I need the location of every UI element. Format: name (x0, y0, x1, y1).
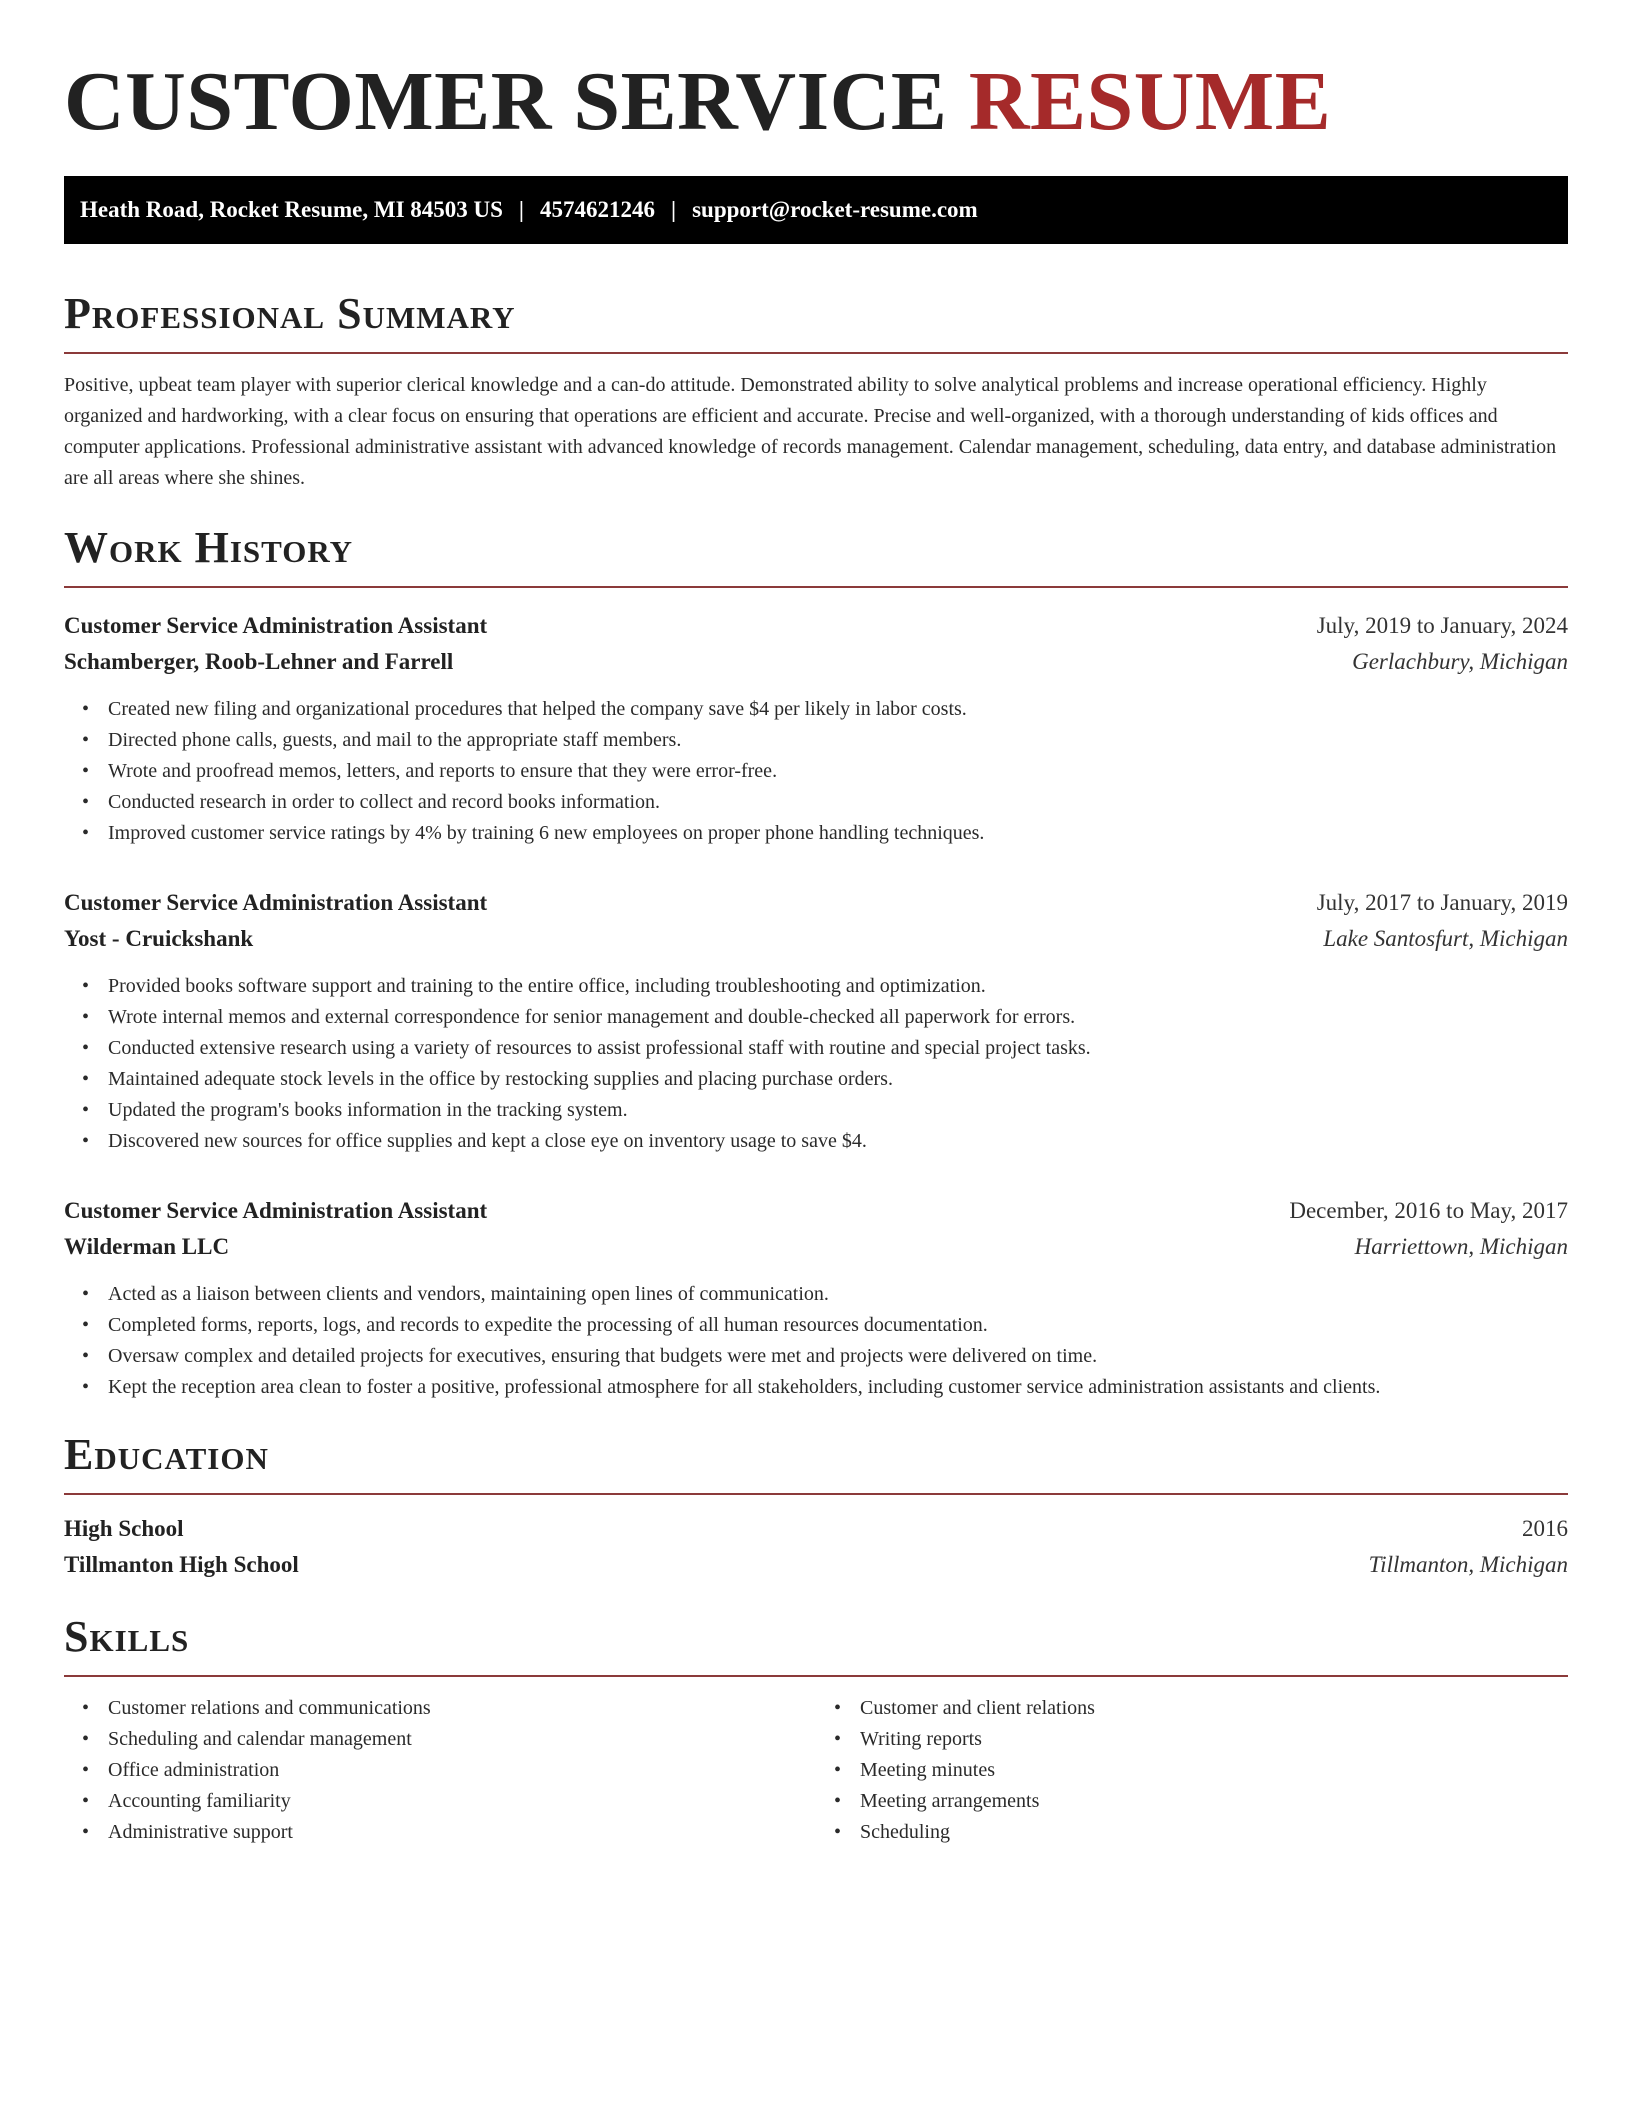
job-title: Customer Service Administration Assistant (64, 890, 488, 915)
skills-list-left (64, 1693, 816, 1848)
education-degree: High School (64, 1516, 184, 1541)
job-entry (64, 885, 1568, 1157)
job-company-row (64, 921, 1568, 957)
list-item: • Customer and client relations (860, 1693, 1568, 1724)
section-divider (64, 1675, 1568, 1677)
job-dates: July, 2019 to January, 2024 (1316, 613, 1568, 638)
job-header-row (64, 885, 1568, 921)
list-item: • Scheduling and calendar management (108, 1724, 816, 1755)
contact-email[interactable]: support@rocket-resume.com (692, 197, 978, 222)
job-company-row (64, 1229, 1568, 1265)
job-company: Schamberger, Roob-Lehner and Farrell (64, 649, 454, 674)
contact-separator: | (671, 197, 677, 222)
work-history-section (64, 520, 1568, 1403)
list-item: • Created new filing and organizational procedures that helped the company save $4 per likely in labor costs. (108, 694, 1568, 725)
list-item: • Completed forms, reports, logs, and records to expedite the processing of all human resources documentation. (108, 1310, 1568, 1341)
job-header-row (64, 1193, 1568, 1229)
job-bullets (64, 1279, 1568, 1403)
job-dates: December, 2016 to May, 2017 (1289, 1198, 1568, 1223)
section-heading-summary: Professional Summary (64, 289, 516, 338)
list-item: • Administrative support (108, 1817, 816, 1848)
list-item: • Maintained adequate stock levels in the office by restocking supplies and placing purchase orders. (108, 1064, 1568, 1095)
section-divider (64, 352, 1568, 354)
education-school: Tillmanton High School (64, 1552, 299, 1577)
list-item: • Meeting arrangements (860, 1786, 1568, 1817)
title-accent: RESUME (968, 55, 1332, 148)
contact-phone[interactable]: 4574621246 (540, 197, 655, 222)
job-header-row (64, 608, 1568, 644)
job-entry (64, 608, 1568, 849)
contact-separator: | (518, 197, 524, 222)
job-company: Wilderman LLC (64, 1234, 230, 1259)
education-degree-row (64, 1511, 1568, 1547)
skills-grid (64, 1693, 1568, 1848)
section-heading-education: Education (64, 1430, 269, 1479)
resume-title (64, 0, 1568, 150)
skills-section (64, 1609, 1568, 1848)
job-location: Harriettown, Michigan (1354, 1234, 1568, 1259)
job-company-row (64, 644, 1568, 680)
job-location: Gerlachbury, Michigan (1352, 649, 1568, 674)
list-item: • Updated the program's books information in the tracking system. (108, 1095, 1568, 1126)
list-item: • Meeting minutes (860, 1755, 1568, 1786)
skills-list-right (816, 1693, 1568, 1848)
education-school-row (64, 1547, 1568, 1583)
list-item: • Wrote and proofread memos, letters, and reports to ensure that they were error-free. (108, 756, 1568, 787)
list-item: • Scheduling (860, 1817, 1568, 1848)
section-heading-work-history: Work History (64, 523, 354, 572)
section-divider (64, 1493, 1568, 1495)
list-item: • Accounting familiarity (108, 1786, 816, 1817)
job-title: Customer Service Administration Assistant (64, 1198, 488, 1223)
list-item: • Improved customer service ratings by 4% by training 6 new employees on proper phone handling techniques. (108, 818, 1568, 849)
education-year: 2016 (1522, 1516, 1568, 1541)
job-entry (64, 1193, 1568, 1403)
list-item: • Acted as a liaison between clients and vendors, maintaining open lines of communication. (108, 1279, 1568, 1310)
section-heading-skills: Skills (64, 1612, 190, 1661)
education-location: Tillmanton, Michigan (1368, 1552, 1568, 1577)
list-item: • Wrote internal memos and external correspondence for senior management and double-checked all paperwork for errors. (108, 1002, 1568, 1033)
contact-bar (64, 176, 1568, 244)
list-item: • Provided books software support and training to the entire office, including troubleshooting and optimization. (108, 971, 1568, 1002)
summary-text: Positive, upbeat team player with superior clerical knowledge and a can-do attitude. Demonstrated ability to solve analytical problems and increase operational efficiency. Highly organized and hardworking, with a clear focus on ensuring that operations are efficient and accurate. Precise and well-organized, with a thorough understanding of kids offices and computer applications. Professional administrative assistant with advanced knowledge of records management. Calendar management, scheduling, data entry, and database administration are all areas where she shines. (64, 374, 1557, 489)
education-entry (64, 1511, 1568, 1583)
job-title: Customer Service Administration Assistant (64, 613, 488, 638)
job-company: Yost - Cruickshank (64, 926, 254, 951)
contact-address: Heath Road, Rocket Resume, MI 84503 US (80, 197, 503, 222)
resume-page (64, 0, 1568, 1848)
list-item: • Directed phone calls, guests, and mail to the appropriate staff members. (108, 725, 1568, 756)
job-bullets (64, 971, 1568, 1157)
title-main: CUSTOMER SERVICE (64, 55, 948, 148)
list-item: • Conducted research in order to collect and record books information. (108, 787, 1568, 818)
education-section (64, 1427, 1568, 1583)
list-item: • Oversaw complex and detailed projects for executives, ensuring that budgets were met and projects were delivered on time. (108, 1341, 1568, 1372)
job-bullets (64, 694, 1568, 849)
job-location: Lake Santosfurt, Michigan (1323, 926, 1568, 951)
list-item: • Office administration (108, 1755, 816, 1786)
list-item: • Discovered new sources for office supplies and kept a close eye on inventory usage to save $4. (108, 1126, 1568, 1157)
summary-section (64, 286, 1568, 494)
section-divider (64, 586, 1568, 588)
list-item: • Customer relations and communications (108, 1693, 816, 1724)
list-item: • Writing reports (860, 1724, 1568, 1755)
job-dates: July, 2017 to January, 2019 (1316, 890, 1568, 915)
list-item: • Kept the reception area clean to foster a positive, professional atmosphere for all stakeholders, including customer service administration assistants and clients. (108, 1372, 1568, 1403)
list-item: • Conducted extensive research using a variety of resources to assist professional staff with routine and special project tasks. (108, 1033, 1568, 1064)
